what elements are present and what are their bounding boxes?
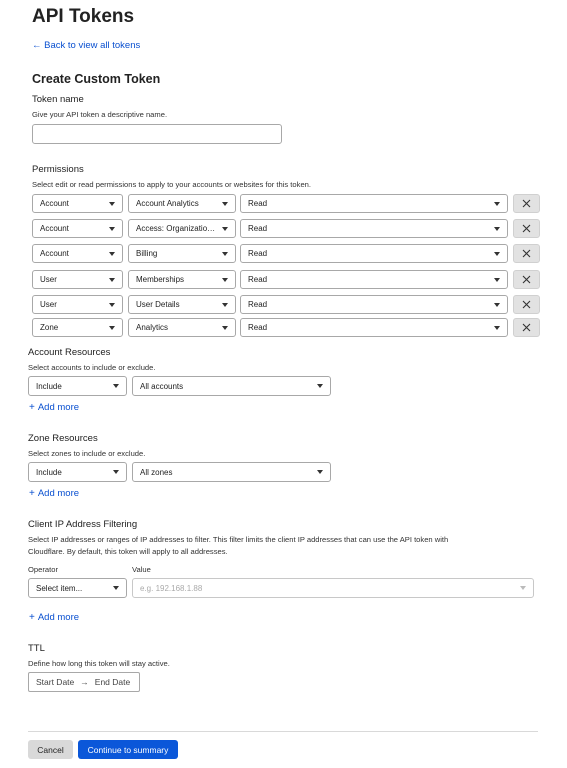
zone-include-value: Include [36, 467, 62, 477]
ttl-date-range-picker[interactable] [28, 672, 140, 692]
permission-access-value: Read [248, 249, 268, 258]
permissions-list [32, 194, 542, 339]
permission-scope-select[interactable] [32, 219, 123, 238]
permission-resource-select[interactable] [128, 318, 236, 337]
caret-down-icon [494, 202, 500, 206]
permission-resource-select[interactable] [128, 295, 236, 314]
permission-row [32, 295, 542, 314]
caret-down-icon [109, 202, 115, 206]
permission-row [32, 244, 542, 263]
ip-add-more-link[interactable] [29, 612, 79, 623]
permission-scope-select[interactable] [32, 270, 123, 289]
permission-resource-select[interactable] [128, 194, 236, 213]
remove-permission-button[interactable] [513, 295, 540, 314]
close-icon [522, 199, 531, 208]
permission-scope-select[interactable] [32, 295, 123, 314]
account-add-more-label: Add more [37, 402, 80, 413]
remove-permission-button[interactable] [513, 194, 540, 213]
cancel-button[interactable]: Cancel [28, 740, 73, 759]
caret-down-icon [109, 326, 115, 330]
permission-access-value: Read [248, 199, 268, 208]
permission-scope-value: Account [40, 199, 69, 208]
permission-scope-value: User [40, 275, 57, 284]
ip-filtering-help-line1: Select IP addresses or ranges of IP addresses to filter. This filter limits the client IP addresses that can use the API token with [28, 535, 449, 544]
permission-row [32, 318, 542, 337]
permission-scope-value: User [40, 300, 57, 309]
permission-row [32, 270, 542, 289]
remove-permission-button[interactable] [513, 318, 540, 337]
plus-icon: + [29, 488, 35, 499]
permission-access-select[interactable] [240, 219, 508, 238]
caret-down-icon [222, 252, 228, 256]
close-icon [522, 300, 531, 309]
caret-down-icon [222, 326, 228, 330]
zone-target-select[interactable] [132, 462, 331, 482]
permission-access-value: Read [248, 224, 268, 233]
permission-row [32, 194, 542, 213]
permission-scope-select[interactable] [32, 194, 123, 213]
close-icon [522, 224, 531, 233]
page-title: API Tokens [32, 6, 135, 27]
value-label: Value [132, 565, 151, 574]
permission-access-select[interactable] [240, 318, 508, 337]
permission-scope-value: Zone [40, 323, 59, 332]
ttl-label: TTL [28, 643, 45, 654]
footer-divider [28, 731, 538, 732]
caret-down-icon [494, 227, 500, 231]
permission-scope-value: Account [40, 249, 69, 258]
caret-down-icon [109, 278, 115, 282]
close-icon [522, 249, 531, 258]
ip-value-placeholder: e.g. 192.168.1.88 [140, 583, 203, 593]
plus-icon: + [29, 612, 35, 623]
permission-resource-value: Access: Organization... [136, 224, 218, 233]
ttl-end-date: End Date [94, 677, 131, 687]
permission-access-value: Read [248, 323, 268, 332]
remove-permission-button[interactable] [513, 270, 540, 289]
permission-access-value: Read [248, 275, 268, 284]
permission-access-select[interactable] [240, 194, 508, 213]
ip-value-select[interactable] [132, 578, 534, 598]
permission-access-select[interactable] [240, 244, 508, 263]
plus-icon: + [29, 402, 35, 413]
permission-access-value: Read [248, 300, 268, 309]
operator-select-value: Select item... [36, 583, 83, 593]
ip-filtering-help-line2: Cloudflare. By default, this token will apply to all addresses. [28, 546, 228, 556]
caret-down-icon [494, 326, 500, 330]
close-icon [522, 323, 531, 332]
ip-filtering-help [28, 534, 548, 557]
ttl-start-date: Start Date [36, 677, 75, 687]
permission-access-select[interactable] [240, 270, 508, 289]
permission-resource-select[interactable] [128, 244, 236, 263]
permission-scope-select[interactable] [32, 318, 123, 337]
arrow-left-icon: ← [32, 40, 42, 51]
zone-resources-label: Zone Resources [28, 433, 98, 444]
back-link-label: Back to view all tokens [44, 40, 141, 51]
caret-down-icon [317, 470, 323, 474]
zone-add-more-label: Add more [37, 488, 80, 499]
permission-scope-select[interactable] [32, 244, 123, 263]
permission-scope-value: Account [40, 224, 69, 233]
permission-resource-value: Account Analytics [136, 199, 199, 208]
token-name-label: Token name [32, 94, 84, 105]
ip-add-more-label: Add more [37, 612, 80, 623]
caret-down-icon [109, 227, 115, 231]
zone-target-value: All zones [140, 467, 173, 477]
permission-access-select[interactable] [240, 295, 508, 314]
caret-down-icon [520, 586, 526, 590]
continue-to-summary-button[interactable]: Continue to summary [78, 740, 178, 759]
caret-down-icon [113, 384, 119, 388]
caret-down-icon [222, 303, 228, 307]
caret-down-icon [317, 384, 323, 388]
back-link[interactable] [32, 40, 140, 51]
close-icon [522, 275, 531, 284]
token-name-help: Give your API token a descriptive name. [32, 110, 168, 119]
remove-permission-button[interactable] [513, 244, 540, 263]
account-include-select[interactable] [28, 376, 127, 396]
zone-add-more-link[interactable] [29, 488, 79, 499]
caret-down-icon [113, 586, 119, 590]
permission-resource-value: Memberships [136, 275, 185, 284]
permission-resource-value: Billing [136, 249, 158, 258]
caret-down-icon [494, 252, 500, 256]
caret-down-icon [113, 470, 119, 474]
caret-down-icon [222, 278, 228, 282]
permission-resource-select[interactable] [128, 219, 236, 238]
zone-resources-help: Select zones to include or exclude. [28, 449, 146, 458]
permission-row [32, 219, 542, 238]
caret-down-icon [494, 303, 500, 307]
operator-label: Operator [28, 565, 58, 574]
account-target-select[interactable] [132, 376, 331, 396]
arrow-right-icon: → [80, 677, 89, 687]
permissions-help: Select edit or read permissions to apply to your accounts or websites for this token. [32, 180, 311, 189]
caret-down-icon [222, 227, 228, 231]
account-resources-help: Select accounts to include or exclude. [28, 363, 156, 372]
caret-down-icon [109, 303, 115, 307]
permissions-label: Permissions [32, 164, 84, 175]
account-target-value: All accounts [140, 381, 184, 391]
caret-down-icon [109, 252, 115, 256]
ip-filtering-label: Client IP Address Filtering [28, 519, 138, 530]
permission-resource-value: User Details [136, 300, 180, 309]
account-add-more-link[interactable] [29, 402, 79, 413]
section-title: Create Custom Token [32, 72, 161, 86]
token-name-input[interactable] [32, 124, 282, 144]
ttl-help: Define how long this token will stay active. [28, 659, 170, 668]
permission-resource-select[interactable] [128, 270, 236, 289]
operator-select[interactable] [28, 578, 127, 598]
remove-permission-button[interactable] [513, 219, 540, 238]
zone-include-select[interactable] [28, 462, 127, 482]
account-include-value: Include [36, 381, 62, 391]
permission-resource-value: Analytics [136, 323, 169, 332]
caret-down-icon [494, 278, 500, 282]
account-resources-label: Account Resources [28, 347, 111, 358]
caret-down-icon [222, 202, 228, 206]
